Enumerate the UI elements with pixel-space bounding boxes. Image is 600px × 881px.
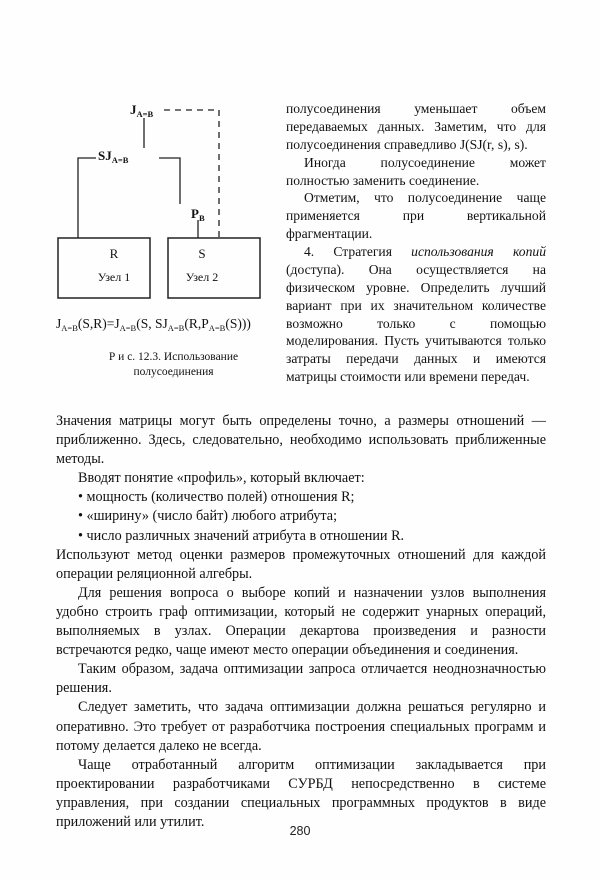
- right-paragraph-2: Иногда полусоединение может полностью заменить соединение.: [286, 154, 546, 188]
- body-paragraph-profile-intro: Вводят понятие «профиль», который включает:: [78, 470, 365, 487]
- figure-caption-line-2: полусоединения: [133, 365, 214, 378]
- body-bullet-3: • число различных значений атрибута в отношении R.: [78, 527, 405, 544]
- figure-caption-line-1: Р и с. 12.3. Использование: [108, 351, 239, 363]
- right-text-column: [286, 100, 546, 386]
- body-paragraph-5: Следует заметить, что задача оптимизации должна решаться регулярно и оперативно. Это требует от разработчика построения специальных программ и потому делается далеко не всегда.: [56, 699, 546, 754]
- right-paragraph-3: Отметим, что полусоединение чаще применяется при вертикальной фрагментации.: [286, 190, 546, 242]
- right-paragraph-1: полусоединения уменьшает объем передаваемых данных. Заметим, что для полусоединения справедливо J(SJ(r, s), s).: [286, 101, 546, 152]
- box-r-relation-label: R: [109, 246, 119, 261]
- box-s-node-label: Узел 2: [185, 270, 219, 284]
- top-two-column-area: [56, 100, 546, 405]
- box-r-node-label: Узел 1: [97, 270, 131, 284]
- edge-semijoin-to-r: [78, 158, 96, 238]
- figure-caption: [56, 350, 291, 379]
- figure-label-projection: $P_B$: [191, 206, 205, 223]
- body-text-area: [56, 412, 546, 832]
- body-paragraph-6: Чаще отработанный алгоритм оптимизации закладывается при проектировании разработчиками СУРБД непосредственно в системе управления, при создании специальных программных продуктов в виде приложений или утилит.: [56, 756, 546, 830]
- body-paragraph-1: Значения матрицы могут быть определены точно, а размеры отношений — приближенно. Здесь, следовательно, необходимо использовать приближенные методы.: [56, 413, 546, 468]
- right-paragraph-strategy: [286, 243, 546, 386]
- strategy-suffix: (доступа). Она осуществляется на физическом уровне. Определить лучший вариант при их значительном количестве возможно только с помощью моделирования. Пусть учитываются только затраты передачи данных и имеются матрицы стоимости или времени передач.: [286, 261, 546, 385]
- strategy-italic-term: использования копий: [411, 244, 546, 259]
- strategy-prefix: 4. Стратегия: [304, 244, 412, 259]
- body-paragraph-2: Используют метод оценки размеров промежуточных отношений для каждой операции реляционной алгебры.: [56, 546, 546, 582]
- box-s-relation-label: S: [198, 246, 206, 261]
- figure-formula: $J_{A=B}(S,R)=J_{A=B}(S$, $SJ_{A=B}(R,P_{A=B}(S))$): [56, 316, 251, 333]
- figure-label-join: $J_{A=B}$: [130, 102, 154, 119]
- body-paragraph-4: Таким образом, задача оптимизации запроса отличается неоднозначностью решения.: [56, 661, 546, 697]
- edge-semijoin-to-projection: [159, 158, 180, 204]
- body-bullet-2: • «ширину» (число байт) любого атрибута;: [78, 508, 338, 525]
- figure-label-semijoin: $SJ_{A=B}$: [98, 148, 129, 165]
- figure-12-3: [56, 100, 284, 378]
- body-bullet-1: • мощность (количество полей) отношения R;: [78, 489, 355, 506]
- figure-column: [56, 100, 284, 405]
- body-paragraph-3: Для решения вопроса о выборе копий и назначении узлов выполнения удобно строить граф оптимизации, который не содержит унарных операций, выполняемых в узлах. Операции декартова произведения и разности встречаются редко, чаще имеют место операции объединения и соединения.: [56, 584, 546, 659]
- page-number: 280: [289, 824, 311, 838]
